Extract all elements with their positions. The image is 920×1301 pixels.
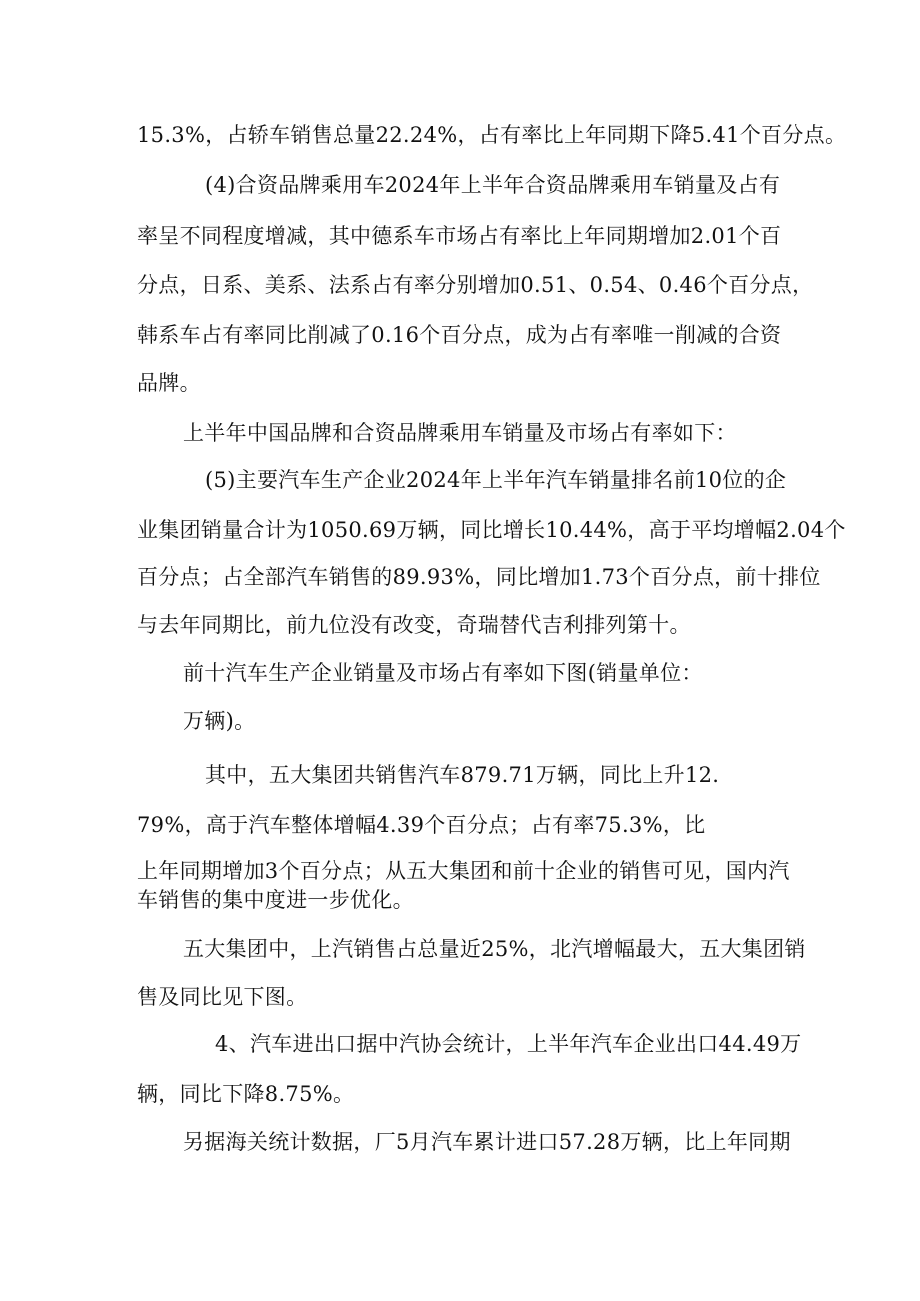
text-line: 上半年中国品牌和合资品牌乘用车销量及市场占有率如下： — [183, 421, 737, 445]
text-line: 前十汽车生产企业销量及市场占有率如下图(销量单位： — [183, 661, 703, 685]
text-line: 万辆)。 — [183, 709, 256, 733]
text-line: (5)主要汽车生产企业2024年上半年汽车销量排名前10位的企 — [205, 468, 787, 492]
text-line: 百分点；占全部汽车销售的89.93%，同比增加1.73个百分点，前十排位 — [137, 565, 821, 589]
text-line: 售及同比见下图。 — [137, 985, 308, 1009]
text-line: 另据海关统计数据，厂5月汽车累计进口57.28万辆，比上年同期 — [183, 1130, 791, 1154]
text-line: 韩系车占有率同比削减了0.16个百分点，成为占有率唯一削减的合资 — [137, 323, 782, 347]
text-line: 品牌。 — [137, 371, 201, 395]
text-line: 五大集团中，上汽销售占总量近25%，北汽增幅最大，五大集团销 — [183, 937, 806, 961]
text-line: 业集团销量合计为1050.69万辆，同比增长10.44%，高于平均增幅2.04个 — [137, 518, 846, 542]
text-line: 79%，高于汽车整体增幅4.39个百分点；占有率75.3%，比 — [137, 813, 706, 837]
text-line: 其中，五大集团共销售汽车879.71万辆，同比上升12. — [205, 763, 720, 787]
text-line: 4、汽车进出口据中汽协会统计，上半年汽车企业出口44.49万 — [215, 1032, 802, 1056]
text-line: 率呈不同程度增减，其中德系车市场占有率比上年同期增加2.01个百 — [137, 224, 782, 248]
text-line: 15.3%，占轿车销售总量22.24%，占有率比上年同期下降5.41个百分点。 — [137, 123, 847, 147]
text-line: 车销售的集中度进一步优化。 — [137, 888, 414, 912]
text-line: 上年同期增加3个百分点；从五大集团和前十企业的销售可见，国内汽 — [137, 859, 790, 883]
text-line: 与去年同期比，前九位没有改变，奇瑞替代吉利排列第十。 — [137, 613, 691, 637]
text-line: 分点，日系、美系、法系占有率分别增加0.51、0.54、0.46个百分点， — [137, 273, 814, 297]
text-line: 辆，同比下降8.75%。 — [137, 1082, 355, 1106]
text-line: (4)合资品牌乘用车2024年上半年合资品牌乘用车销量及占有 — [205, 173, 781, 197]
